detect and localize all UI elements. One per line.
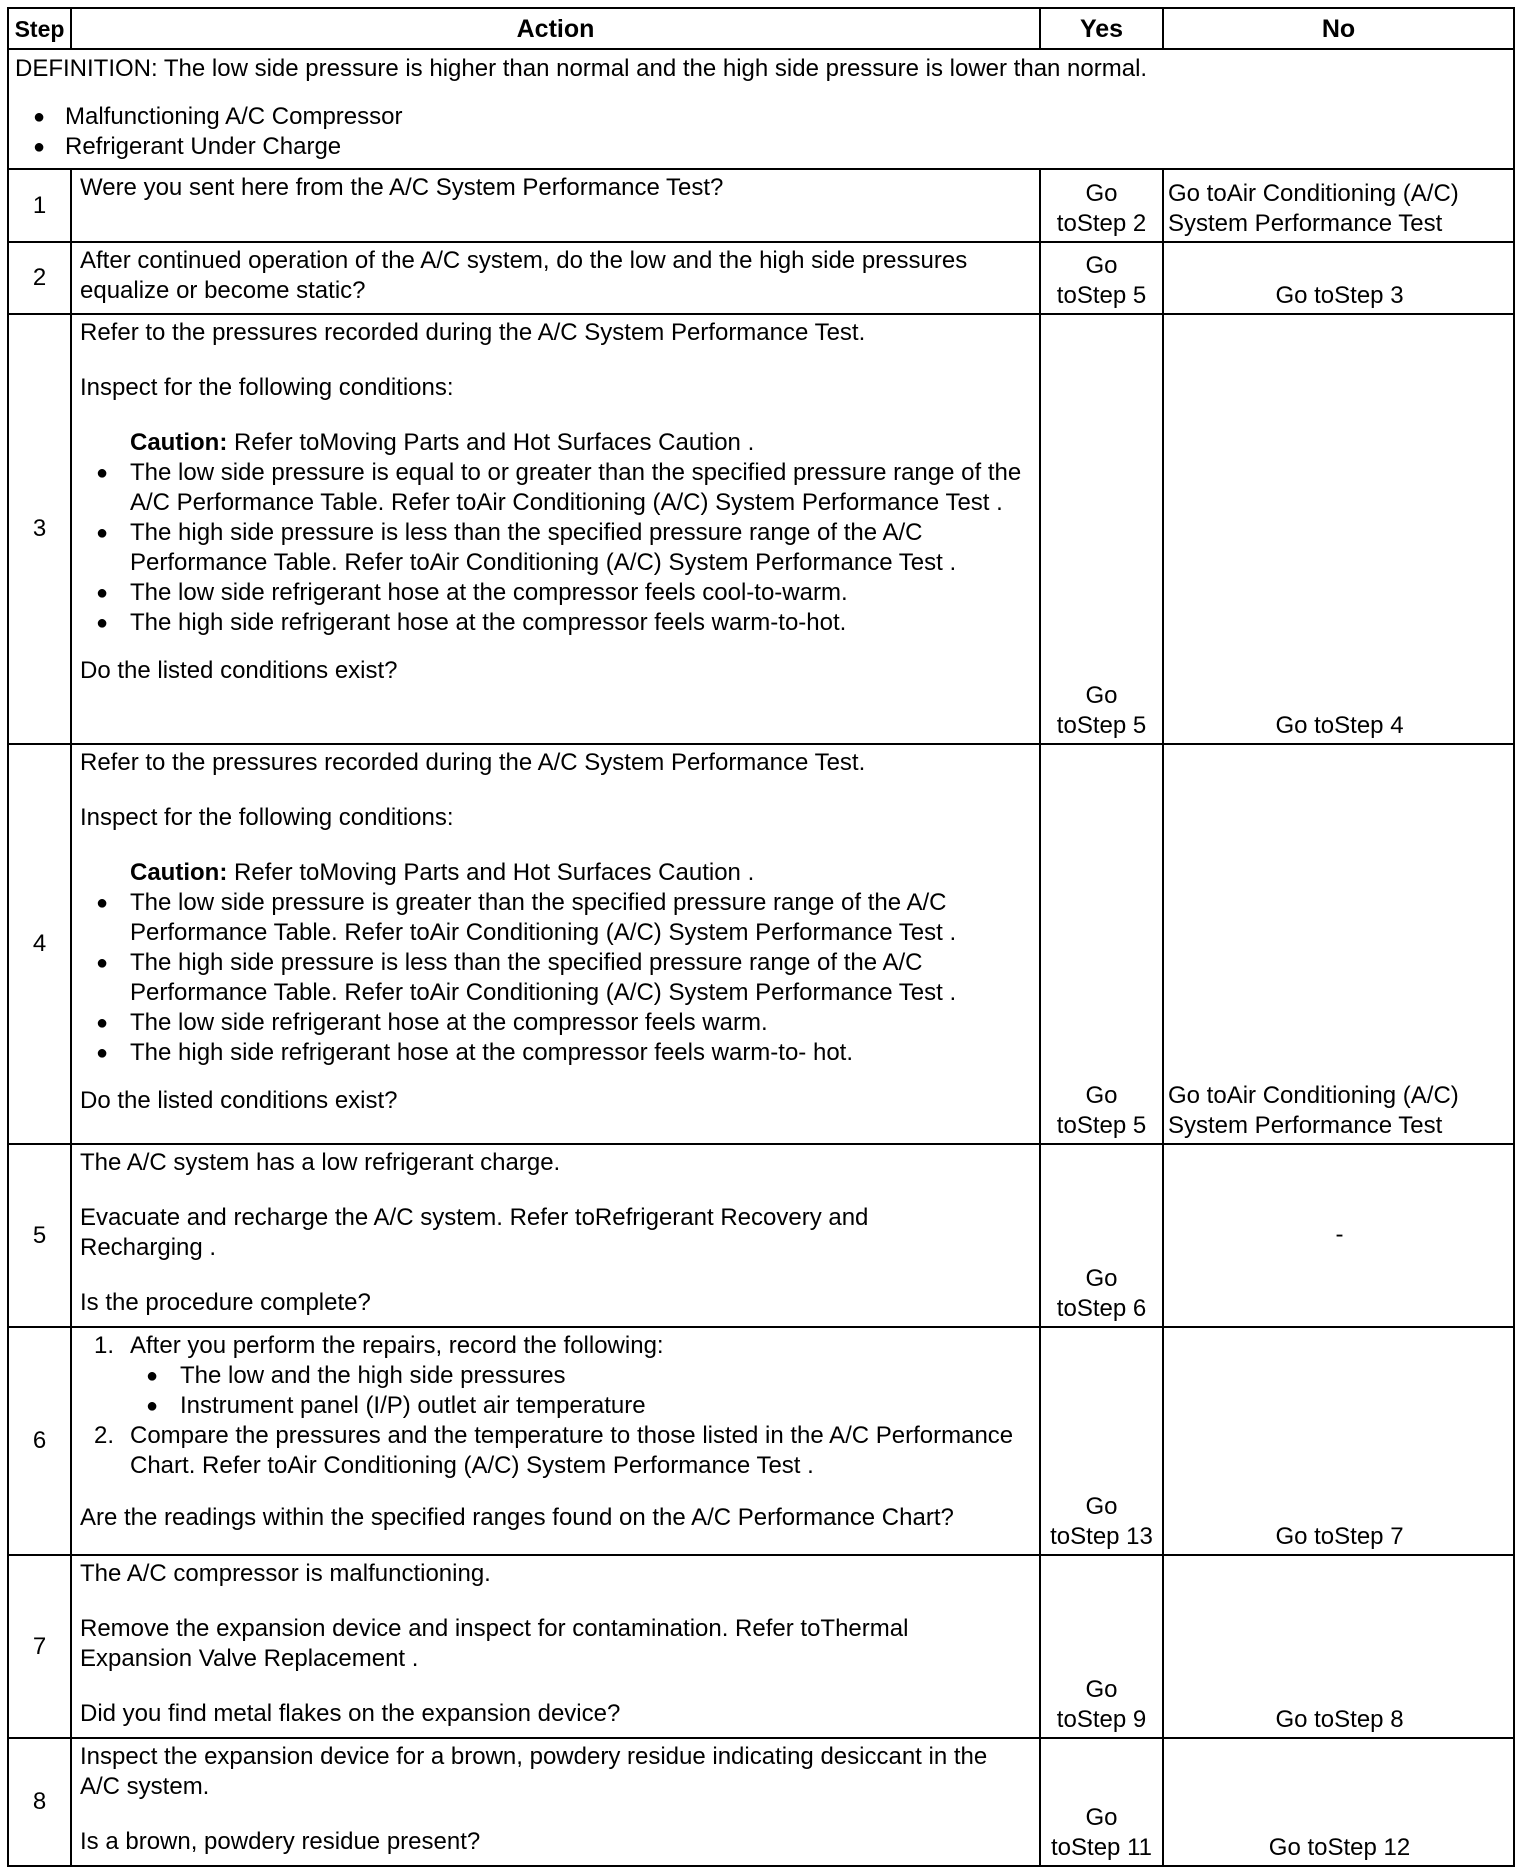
inspect-text: Inspect for the following conditions:: [80, 804, 454, 831]
action-text: Were you sent here from the A/C System Performance Test?: [80, 174, 724, 201]
item-number: 2.: [94, 1422, 115, 1449]
caution-link[interactable]: Refer toMoving Parts and Hot Surfaces Caution .: [227, 429, 755, 456]
bullet-icon: ●: [96, 1012, 109, 1034]
yes-cell: [1040, 314, 1163, 744]
step-number: 7: [8, 1555, 71, 1738]
table-row: [8, 169, 1514, 242]
no-link-line[interactable]: System Performance Test: [1168, 210, 1443, 237]
yes-cell: [1040, 1327, 1163, 1555]
intro-text: Refer to the pressures recorded during the A/C System Performance Test.: [80, 319, 866, 346]
yes-cell: [1040, 1738, 1163, 1866]
diagnostic-table: [7, 7, 1515, 1867]
no-link-line[interactable]: Go toStep 3: [1275, 282, 1404, 309]
yes-link-line[interactable]: toStep 13: [1050, 1523, 1153, 1550]
step-number: 6: [8, 1327, 71, 1555]
table-row: [8, 1555, 1514, 1738]
yes-link-line[interactable]: Go: [1085, 1676, 1118, 1703]
definition-bullet: ● Malfunctioning A/C Compressor: [33, 103, 403, 130]
question-text: Did you find metal flakes on the expansion device?: [80, 1700, 621, 1727]
bullet-icon: ●: [96, 612, 109, 634]
bullet-icon: ●: [96, 1042, 109, 1064]
bullet-icon: ●: [96, 462, 109, 484]
item-number: 1.: [94, 1332, 115, 1359]
action-cell: [71, 1144, 1040, 1327]
yes-cell: [1040, 242, 1163, 314]
condition-bullet: ● The low side refrigerant hose at the compressor feels cool-to-warm.: [96, 579, 848, 606]
condition-bullet: ● The high side pressure is less than the specified pressure range of the A/C Performance Table. Refer toAir Conditioning (A/C) System Performance Test .: [96, 949, 957, 1006]
yes-link-line[interactable]: toStep 9: [1056, 1706, 1147, 1733]
no-cell: [1163, 1327, 1514, 1555]
no-cell: [1163, 1738, 1514, 1866]
question-text: Do the listed conditions exist?: [80, 657, 398, 684]
step-number: 5: [8, 1144, 71, 1327]
yes-link-line[interactable]: toStep 5: [1056, 1112, 1147, 1139]
yes-link-line[interactable]: toStep 5: [1056, 712, 1147, 739]
yes-link-line[interactable]: Go: [1085, 1082, 1118, 1109]
definition-text: DEFINITION: The low side pressure is higher than normal and the high side pressure is lower than normal.: [15, 55, 1148, 82]
yes-link-line[interactable]: Go: [1085, 1493, 1118, 1520]
bullet-icon: ●: [146, 1395, 159, 1417]
table-row: [8, 242, 1514, 314]
condition-bullet: ● The low side pressure is greater than the specified pressure range of the A/C Performance Table. Refer toAir Conditioning (A/C) System Performance Test .: [96, 889, 957, 946]
action-cell: [71, 242, 1040, 314]
header-step: Step: [8, 8, 71, 49]
action-text: The A/C compressor is malfunctioning.: [80, 1560, 491, 1587]
action-text: Inspect the expansion device for a brown, powdery residue indicating desiccant in the A/C system.: [80, 1743, 988, 1800]
bullet-icon: ●: [33, 106, 46, 128]
no-cell: [1163, 242, 1514, 314]
caution-label: Caution:: [130, 859, 228, 886]
yes-cell: [1040, 169, 1163, 242]
caution-link[interactable]: Refer toMoving Parts and Hot Surfaces Caution .: [227, 859, 755, 886]
bullet-icon: ●: [96, 892, 109, 914]
definition-row: [8, 49, 1514, 169]
numbered-item: 1. After you perform the repairs, record the following:: [94, 1332, 664, 1359]
definition-cell: [8, 49, 1514, 169]
diagnostic-table-sheet: [7, 7, 1513, 1867]
question-text: Do the listed conditions exist?: [80, 1087, 398, 1114]
yes-link-line[interactable]: Go: [1085, 252, 1118, 279]
action-cell: [71, 744, 1040, 1144]
bullet-icon: ●: [96, 952, 109, 974]
header-action: Action: [71, 8, 1040, 49]
no-link-line[interactable]: System Performance Test: [1168, 1112, 1443, 1139]
no-value: -: [1335, 1220, 1344, 1248]
question-text: Are the readings within the specified ranges found on the A/C Performance Chart?: [80, 1504, 954, 1531]
inspect-text: Inspect for the following conditions:: [80, 374, 454, 401]
yes-cell: [1040, 744, 1163, 1144]
step-number: 4: [8, 744, 71, 1144]
no-link-line[interactable]: Go toStep 8: [1275, 1706, 1404, 1733]
bullet-icon: ●: [96, 582, 109, 604]
action-cell: [71, 1738, 1040, 1866]
action-cell: [71, 1327, 1040, 1555]
table-row: [8, 744, 1514, 1144]
no-link-line[interactable]: Go toStep 7: [1275, 1523, 1404, 1550]
definition-bullet: ● Refrigerant Under Charge: [33, 133, 342, 160]
table-row: [8, 1327, 1514, 1555]
sub-bullet: ● The low and the high side pressures: [146, 1362, 566, 1389]
condition-bullet: ● The high side refrigerant hose at the compressor feels warm-to-hot.: [96, 609, 847, 636]
intro-text: Refer to the pressures recorded during the A/C System Performance Test.: [80, 749, 866, 776]
bullet-icon: ●: [96, 522, 109, 544]
condition-bullet: ● The high side refrigerant hose at the compressor feels warm-to- hot.: [96, 1039, 853, 1066]
condition-bullet: ● The high side pressure is less than the specified pressure range of the A/C Performance Table. Refer toAir Conditioning (A/C) System Performance Test .: [96, 519, 957, 576]
yes-link-line[interactable]: toStep 6: [1056, 1295, 1147, 1322]
action-text: Remove the expansion device and inspect for contamination. Refer toThermal Expansion Valve Replacement .: [80, 1615, 909, 1672]
sub-bullet: ● Instrument panel (I/P) outlet air temperature: [146, 1392, 646, 1419]
table-row: [8, 1144, 1514, 1327]
action-text: After continued operation of the A/C system, do the low and the high side pressures equalize or become static?: [80, 247, 968, 304]
question-text: Is a brown, powdery residue present?: [80, 1828, 481, 1855]
action-cell: [71, 314, 1040, 744]
action-text: The A/C system has a low refrigerant charge.: [80, 1149, 561, 1176]
header-yes: Yes: [1040, 8, 1163, 49]
yes-cell: [1040, 1555, 1163, 1738]
no-link-line[interactable]: Go toAir Conditioning (A/C): [1168, 180, 1459, 207]
caution-note: [80, 858, 1031, 888]
yes-link-line[interactable]: toStep 2: [1056, 210, 1147, 237]
table-row: [8, 1738, 1514, 1866]
yes-cell: [1040, 1144, 1163, 1327]
header-no: No: [1163, 8, 1514, 49]
yes-link-line[interactable]: toStep 11: [1051, 1834, 1152, 1861]
table-row: [8, 314, 1514, 744]
caution-note: [80, 428, 1031, 458]
caution-label: Caution:: [130, 429, 228, 456]
no-link-line[interactable]: Go toStep 4: [1275, 712, 1404, 739]
action-text: Evacuate and recharge the A/C system. Refer toRefrigerant Recovery and Recharging .: [80, 1204, 869, 1261]
no-cell: [1163, 744, 1514, 1144]
yes-link-line[interactable]: Go: [1085, 1804, 1118, 1831]
no-cell: [1163, 1144, 1514, 1327]
step-number: 1: [8, 169, 71, 242]
no-link-line[interactable]: Go toStep 12: [1268, 1834, 1411, 1861]
no-cell: [1163, 314, 1514, 744]
yes-link-line[interactable]: Go: [1085, 1265, 1118, 1292]
header-row: [8, 8, 1514, 49]
yes-link-line[interactable]: Go: [1085, 682, 1118, 709]
no-cell: [1163, 1555, 1514, 1738]
bullet-icon: ●: [33, 136, 46, 158]
action-cell: [71, 169, 1040, 242]
bullet-icon: ●: [146, 1365, 159, 1387]
question-text: Is the procedure complete?: [80, 1289, 371, 1316]
numbered-item: 2. Compare the pressures and the temperature to those listed in the A/C Performance Chart. Refer toAir Conditioning (A/C) System Performance Test .: [94, 1422, 1014, 1479]
condition-bullet: ● The low side refrigerant hose at the compressor feels warm.: [96, 1009, 768, 1036]
step-number: 3: [8, 314, 71, 744]
step-number: 8: [8, 1738, 71, 1866]
no-cell: [1163, 169, 1514, 242]
step-number: 2: [8, 242, 71, 314]
no-link-line[interactable]: Go toAir Conditioning (A/C): [1168, 1082, 1459, 1109]
action-cell: [71, 1555, 1040, 1738]
yes-link-line[interactable]: toStep 5: [1056, 282, 1147, 309]
condition-bullet: ● The low side pressure is equal to or greater than the specified pressure range of the A/C Performance Table. Refer toAir Conditioning (A/C) System Performance Test .: [96, 459, 1022, 516]
yes-link-line[interactable]: Go: [1085, 180, 1118, 207]
